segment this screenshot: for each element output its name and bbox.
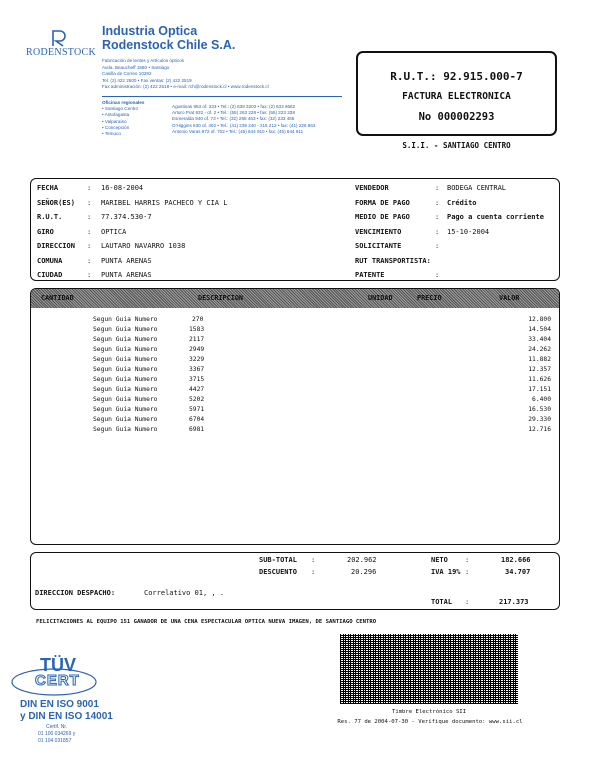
table-row	[31, 366, 559, 376]
row-guide-number: 5202	[189, 396, 205, 403]
company-name-line1: Industria Optica	[102, 24, 198, 38]
field-label-comuna: COMUNA	[37, 256, 63, 265]
row-guide-number: 5971	[189, 406, 205, 413]
row-description: Segun Guia Numero	[93, 326, 158, 333]
row-description: Segun Guia Numero	[93, 386, 158, 393]
col-header-descripcion: DESCRIPCION	[198, 294, 244, 302]
total-value: 217.373	[499, 598, 529, 606]
office-city: • Concepción	[102, 124, 130, 130]
row-guide-number: 6981	[189, 426, 205, 433]
table-row	[31, 396, 559, 406]
row-value: 12.716	[528, 426, 551, 433]
company-info-line: Casilla de Correo 10292	[102, 71, 152, 76]
row-value: 6.400	[532, 396, 551, 403]
row-guide-number: 2117	[189, 336, 205, 343]
totals-box: SUB-TOTAL : 202.962 DESCUENTO : 20.296 NETO : 182.666 IVA 19% : 34.707 DIRECCION DESPACHO: Correlativo 01, , . TOTAL : 217.373	[30, 552, 560, 610]
row-description: Segun Guia Numero	[93, 426, 158, 433]
field-value-giro: OPTICA	[101, 227, 127, 236]
table-row	[31, 326, 559, 336]
neto-value: 182.666	[501, 556, 531, 564]
field-value-direccion: LAUTARO NAVARRO 1038	[101, 242, 186, 250]
timbre-electronico: Timbre Electrónico SII	[391, 709, 467, 715]
row-description: Segun Guia Numero	[93, 356, 158, 363]
rodenstock-logo-icon	[46, 28, 72, 48]
field-label-rut: R.U.T.	[37, 213, 63, 221]
row-guide-number: 3229	[189, 356, 205, 363]
company-rut: R.U.T.: 92.915.000-7	[390, 70, 523, 83]
items-table-header	[31, 289, 559, 308]
row-value: 16.530	[528, 406, 551, 413]
sii-resolution: Res. 77 de 2004-07-30 - Verifique documento: www.sii.cl	[337, 719, 523, 725]
din-iso-9001: DIN EN ISO 9001	[20, 699, 99, 710]
regional-offices-cities	[102, 100, 144, 137]
col-header-unidad: UNIDAD	[368, 294, 393, 302]
items-table	[30, 288, 560, 545]
field-value-forma-pago: Crédito	[447, 198, 477, 207]
invoice-id-box	[356, 51, 557, 136]
table-row	[31, 376, 559, 386]
row-guide-number: 270	[192, 316, 204, 323]
office-address: Agustinas 853 of. 333 • Tel.: (2) 638 3202 • fax: (2) 633 8682	[172, 104, 296, 109]
subtotal-label: SUB-TOTAL	[259, 556, 297, 564]
row-value: 29.330	[528, 416, 551, 423]
field-value-vencimiento: 15-10-2004	[447, 227, 490, 236]
row-value: 11.882	[528, 356, 551, 363]
company-logo-text: RODENSTOCK	[26, 47, 97, 58]
total-label: TOTAL	[431, 598, 453, 606]
sii-office: S.I.I. - SANTIAGO CENTRO	[402, 141, 511, 150]
tuv-text: TÜV	[40, 655, 76, 675]
field-label-giro: GIRO	[37, 227, 54, 236]
office-city: • Antofagasta	[102, 112, 130, 118]
row-value: 11.626	[528, 376, 551, 383]
cert-number-2: 01 104 031857	[38, 738, 72, 744]
cert-number-1: 01 100 034269 y	[38, 731, 76, 737]
col-header-valor: VALOR	[499, 294, 520, 302]
table-row	[31, 346, 559, 356]
invoice-number: No 000002293	[418, 111, 495, 123]
office-city: • Valparaíso	[102, 118, 127, 124]
row-value: 33.404	[528, 336, 551, 343]
row-guide-number: 3715	[189, 376, 205, 383]
row-description: Segun Guia Numero	[93, 376, 158, 383]
company-info-line: Tel. (2) 422 2500 • Fax ventas: (2) 422 2519	[102, 77, 192, 83]
company-info-line: Avda. Beaucheff 1580 • Santiago	[102, 64, 170, 70]
row-description: Segun Guia Numero	[93, 366, 158, 373]
row-description: Segun Guia Numero	[93, 406, 158, 413]
offices-title: Oficinas regionales	[102, 100, 145, 105]
client-details-box: FECHA : 16-08-2004 SEÑOR(ES) : MARIBEL HARRIS PACHECO Y CIA L R.U.T. : 77.374.530-7 GIRO : OPTICA DIRECCION : LAUTARO NAVARRO 1038 COMUNA : PUNTA ARENAS CIUDAD : PUNTA ARENAS VENDEDOR : BODEGA CENTRAL FORMA DE PAGO : Crédito MEDIO DE PAGO : Pago a cuenta corriente VENCIMIENTO : 15-10-2004 SOLICITANTE : RUT TRANSPORTISTA: PATENTE :	[30, 178, 560, 281]
field-label-rut-transportista: RUT TRANSPORTISTA:	[355, 256, 431, 265]
field-label-vendedor: VENDEDOR	[355, 184, 389, 192]
field-value-senores: MARIBEL HARRIS PACHECO Y CIA L	[101, 198, 228, 207]
office-address: Antonio Varas 972 of. 702 • Tel.: (45) 644 910 • fax: (45) 644 911	[172, 128, 304, 134]
row-value: 17.151	[528, 386, 551, 393]
table-row	[31, 406, 559, 416]
din-iso-14001: y DIN EN ISO 14001	[20, 711, 113, 722]
row-description: Segun Guia Numero	[93, 336, 158, 343]
pdf417-barcode	[340, 634, 518, 704]
row-description: Segun Guia Numero	[93, 396, 158, 403]
row-value: 12.800	[528, 316, 551, 323]
subtotal-value: 202.962	[347, 556, 377, 564]
cert-number-label: Certif. Nr.	[46, 724, 68, 730]
row-description: Segun Guia Numero	[93, 416, 158, 423]
office-address: Esmeralda 940 of. 73 • Tel.: (32) 256 463 • fax: (32) 233 465	[172, 116, 295, 122]
row-value: 12.357	[528, 366, 551, 373]
row-value: 14.504	[528, 326, 551, 333]
table-row	[31, 426, 559, 436]
field-label-fecha: FECHA	[37, 184, 59, 192]
office-address: O'Higgins 630 of. 402 • Tel.: (41) 239 240 - 215 212 • fax: (41) 225 863	[172, 122, 316, 128]
company-name-line2: Rodenstock Chile S.A.	[102, 38, 236, 52]
document-type: FACTURA ELECTRONICA	[402, 91, 511, 102]
table-row	[31, 336, 559, 346]
iva-label: IVA 19%	[431, 568, 461, 576]
direccion-despacho-value: Correlativo 01, , .	[144, 589, 225, 597]
field-value-vendedor: BODEGA CENTRAL	[447, 184, 507, 192]
row-guide-number: 4427	[189, 386, 205, 393]
cert-text: CERT	[35, 672, 80, 689]
header-divider	[102, 96, 342, 97]
direccion-despacho-label: DIRECCION DESPACHO:	[35, 589, 116, 597]
field-label-senores: SEÑOR(ES)	[37, 198, 75, 207]
row-description: Segun Guia Numero	[93, 346, 158, 353]
row-guide-number: 6704	[189, 416, 205, 423]
office-address: Arturo Prat 932 - of. 2 • Tel.: (55) 263 228 • fax: (55) 223 338	[172, 110, 295, 116]
field-label-medio-pago: MEDIO DE PAGO	[355, 213, 410, 221]
col-header-precio: PRECIO	[417, 294, 442, 302]
table-row	[31, 386, 559, 396]
table-row	[31, 316, 559, 326]
field-value-rut: 77.374.530-7	[101, 213, 152, 221]
field-value-fecha: 16-08-2004	[101, 184, 144, 192]
field-label-vencimiento: VENCIMIENTO	[355, 227, 402, 236]
field-value-medio-pago: Pago a cuenta corriente	[447, 213, 544, 221]
iva-value: 34.707	[505, 568, 531, 576]
field-label-direccion: DIRECCION	[37, 242, 75, 250]
office-city: • Santiago Centro	[102, 106, 139, 112]
field-label-ciudad: CIUDAD	[37, 271, 63, 279]
col-header-cantidad: CANTIDAD	[41, 294, 74, 302]
row-guide-number: 3367	[189, 366, 205, 373]
table-row	[31, 416, 559, 426]
company-info-line: Fabricación de lentes y Artículos ópticos	[102, 58, 184, 63]
row-value: 24.262	[528, 346, 551, 353]
field-value-comuna: PUNTA ARENAS	[101, 256, 152, 265]
row-guide-number: 1583	[189, 326, 205, 333]
row-guide-number: 2949	[189, 346, 205, 353]
field-label-patente: PATENTE	[355, 271, 385, 279]
felicitaciones-note: FELICITACIONES AL EQUIPO 151 GANADOR DE UNA CENA ESPECTACULAR OPTICA NUEVA IMAGEN, DE SANTIAGO CENTRO	[36, 619, 377, 625]
descuento-value: 20.296	[351, 568, 377, 576]
field-label-forma-pago: FORMA DE PAGO	[355, 198, 410, 207]
row-description: Segun Guia Numero	[93, 316, 158, 323]
field-value-ciudad: PUNTA ARENAS	[101, 271, 152, 279]
table-row	[31, 356, 559, 366]
descuento-label: DESCUENTO	[259, 568, 297, 576]
company-info-line: Fax administración: (2) 422 2518 • e-mail: rch@rodenstock.cl • www.rodenstock.cl	[102, 84, 269, 89]
office-city: • Temuco	[102, 131, 121, 137]
regional-offices-addresses	[172, 104, 315, 135]
field-label-solicitante: SOLICITANTE	[355, 242, 402, 250]
neto-label: NETO	[431, 556, 448, 564]
